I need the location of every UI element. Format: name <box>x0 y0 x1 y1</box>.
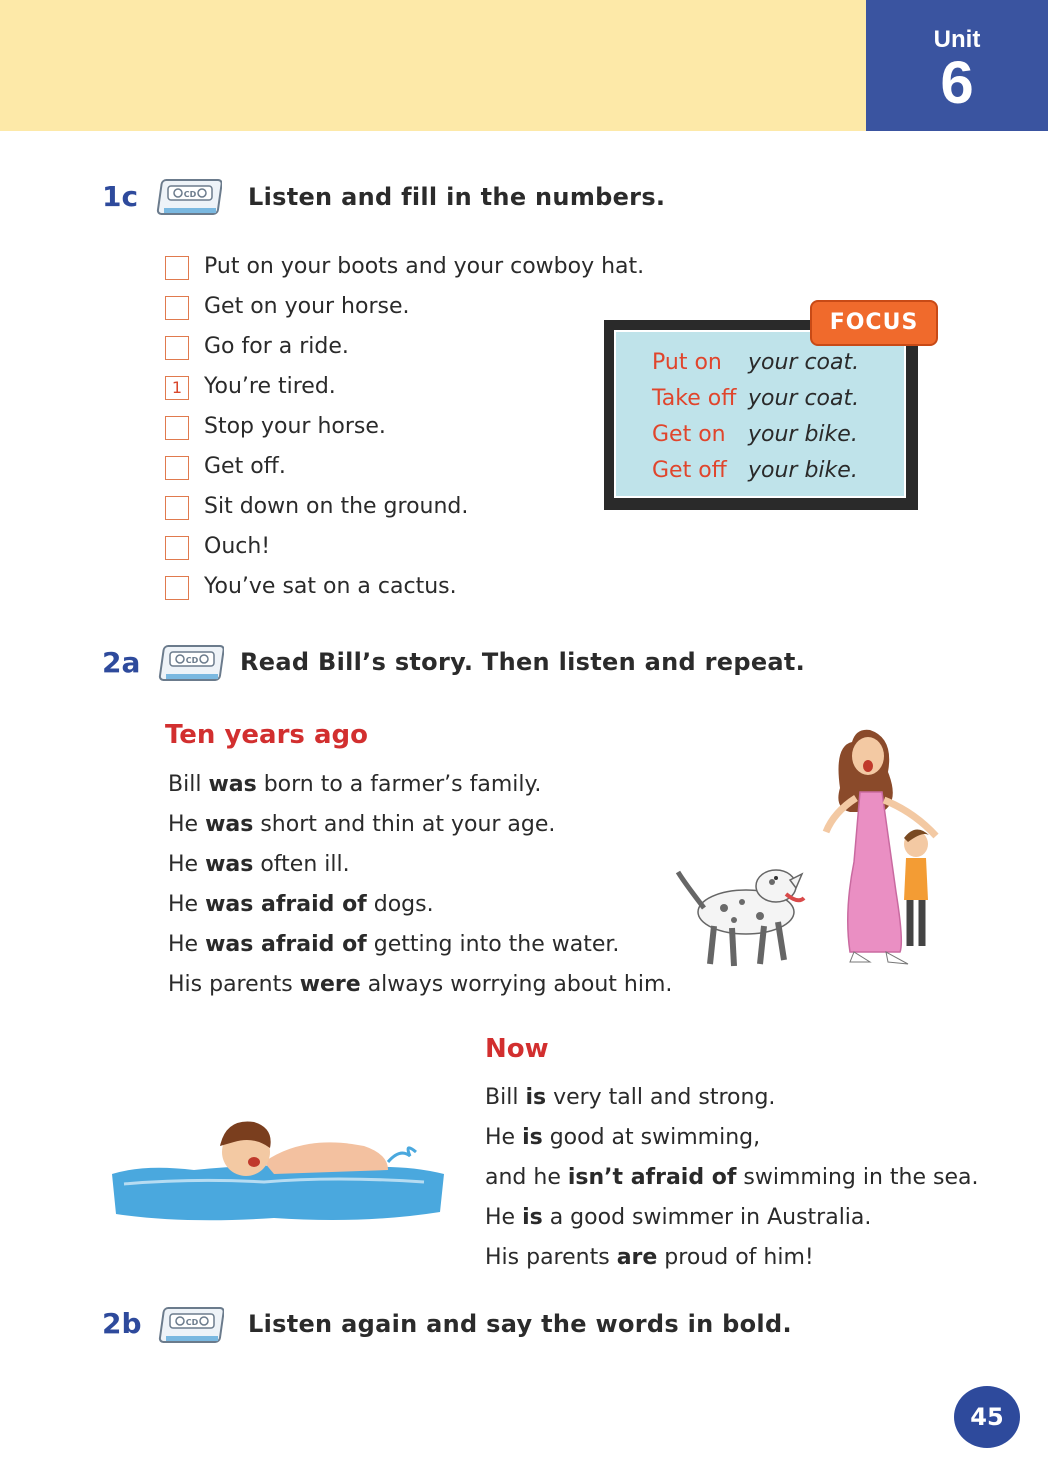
line-text: His parents <box>168 972 300 997</box>
list-item: Put on your boots and your cowboy hat. <box>204 254 645 279</box>
line-text: always worrying about him. <box>360 972 673 997</box>
number-box[interactable] <box>165 496 189 520</box>
focus-verb: Put on <box>652 350 722 375</box>
header-banner <box>0 0 866 131</box>
story-line <box>168 772 541 797</box>
swimmer-body <box>264 1142 388 1174</box>
unit-number: 6 <box>940 49 974 116</box>
list-item: Go for a ride. <box>204 334 349 359</box>
mother-child-dog-illustration <box>664 712 954 974</box>
list-item: Stop your horse. <box>204 414 386 439</box>
section-2a-number: 2a <box>102 646 141 679</box>
number-box[interactable] <box>165 456 189 480</box>
line-text: He <box>168 932 206 957</box>
story-line <box>168 812 555 837</box>
line-text: often ill. <box>253 852 350 877</box>
list-item: Ouch! <box>204 534 271 559</box>
story-line <box>485 1125 760 1150</box>
dog-icon <box>678 870 804 966</box>
bold-words: is <box>525 1085 547 1110</box>
story-line <box>485 1085 775 1110</box>
line-text: He <box>168 892 206 917</box>
cassette-icon <box>156 174 222 218</box>
line-text: proud of him! <box>657 1245 814 1270</box>
number-box[interactable] <box>165 296 189 320</box>
section-2b-number: 2b <box>102 1307 142 1340</box>
story-line <box>168 972 672 997</box>
past-heading: Ten years ago <box>165 720 368 750</box>
number-box[interactable] <box>165 256 189 280</box>
story-line <box>485 1205 871 1230</box>
section-1c-number: 1c <box>102 180 139 213</box>
bold-words: was afraid of <box>205 932 367 957</box>
story-line <box>485 1165 979 1190</box>
story-line <box>168 852 350 877</box>
focus-panel <box>614 330 906 498</box>
bold-words: was <box>208 772 257 797</box>
page-number: 45 <box>954 1386 1020 1448</box>
list-item: You’ve sat on a cactus. <box>204 574 457 599</box>
story-line <box>168 892 434 917</box>
number-box[interactable] <box>165 536 189 560</box>
bold-words: was afraid of <box>205 892 367 917</box>
bold-words: is <box>522 1205 543 1230</box>
focus-box <box>604 320 918 510</box>
list-item: Get off. <box>204 454 286 479</box>
bold-words: was <box>205 812 254 837</box>
line-text: His parents <box>485 1245 617 1270</box>
number-box[interactable] <box>165 416 189 440</box>
line-text: Bill <box>168 772 209 797</box>
list-item: Get on your horse. <box>204 294 410 319</box>
focus-object: your coat. <box>748 386 860 411</box>
list-item: You’re tired. <box>204 374 336 399</box>
line-text: very tall and strong. <box>546 1085 776 1110</box>
focus-row <box>652 458 858 483</box>
line-text: dogs. <box>366 892 434 917</box>
cassette-icon <box>158 1302 224 1346</box>
line-text: He <box>168 852 206 877</box>
line-text: born to a farmer’s family. <box>256 772 542 797</box>
focus-verb: Get on <box>652 422 726 447</box>
focus-object: your bike. <box>748 422 858 447</box>
line-text: good at swimming, <box>542 1125 761 1150</box>
focus-tag: FOCUS <box>810 300 938 346</box>
line-text: He <box>485 1125 523 1150</box>
unit-label: Unit <box>933 26 981 53</box>
swimmer-illustration <box>104 1112 450 1228</box>
story-line <box>485 1245 814 1270</box>
child-icon <box>904 829 930 946</box>
bold-words: were <box>299 972 361 997</box>
focus-object: your coat. <box>748 350 860 375</box>
number-box[interactable]: 1 <box>165 376 189 400</box>
focus-row <box>652 386 860 411</box>
number-box[interactable] <box>165 336 189 360</box>
line-text: and he <box>485 1165 568 1190</box>
focus-verb: Take off <box>652 386 737 411</box>
unit-badge <box>866 0 1048 131</box>
cassette-icon <box>158 640 224 684</box>
focus-object: your bike. <box>748 458 858 483</box>
story-line <box>168 932 619 957</box>
bold-words: was <box>205 852 254 877</box>
line-text: He <box>485 1205 523 1230</box>
section-2b-instruction: Listen again and say the words in bold. <box>248 1310 792 1338</box>
section-1c-instruction: Listen and fill in the numbers. <box>248 183 666 211</box>
focus-row <box>652 422 858 447</box>
line-text: a good swimmer in Australia. <box>542 1205 872 1230</box>
list-item: Sit down on the ground. <box>204 494 469 519</box>
number-box[interactable] <box>165 576 189 600</box>
now-heading: Now <box>485 1034 549 1064</box>
focus-verb: Get off <box>652 458 727 483</box>
line-text: getting into the water. <box>366 932 620 957</box>
line-text: Bill <box>485 1085 526 1110</box>
bold-words: isn’t afraid of <box>567 1165 737 1190</box>
line-text: short and thin at your age. <box>253 812 556 837</box>
bold-words: are <box>616 1245 658 1270</box>
section-2a-instruction: Read Bill’s story. Then listen and repeat. <box>240 648 806 676</box>
line-text: swimming in the sea. <box>736 1165 979 1190</box>
bold-words: is <box>522 1125 543 1150</box>
line-text: He <box>168 812 206 837</box>
focus-row <box>652 350 860 375</box>
